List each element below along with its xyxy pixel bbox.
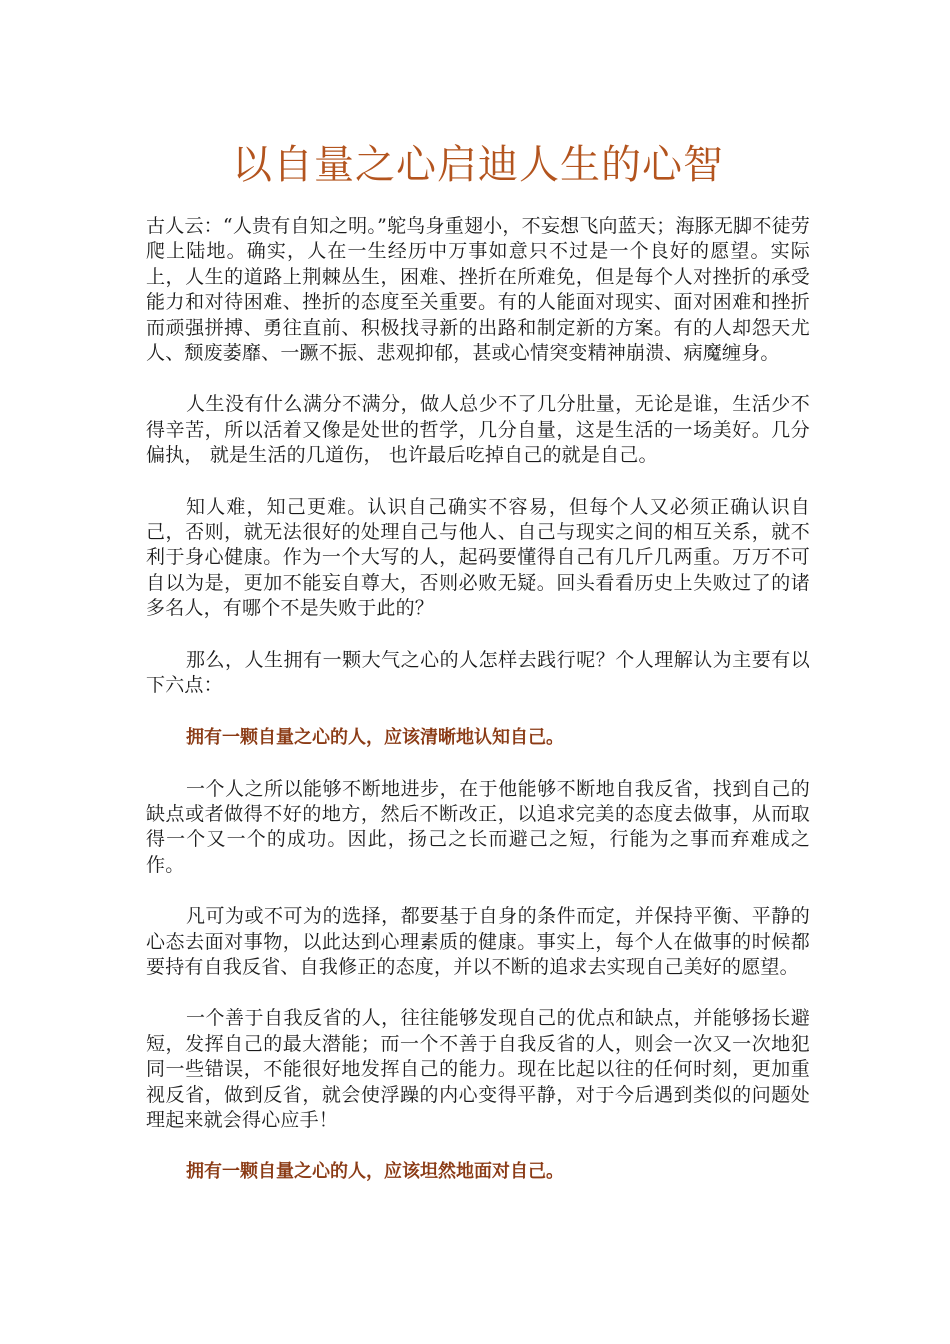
paragraph-intro: 古人云：“人贵有自知之明。”鸵鸟身重翅小，不妄想飞向蓝天；海豚无脚不徒劳爬上陆地。确实，人在一生经历中万事如意只不过是一个良好的愿望。实际上，人生的道路上荆棘丛生，困难、挫折在所难免，但是每个人对挫折的承受能力和对待困难、挫折的态度至关重要。有的人能面对现实、面对困难和挫折而顽强拼搏、勇往直前、积极找寻新的出路和制定新的方案。有的人却怨天尤人、颓废萎靡、一蹶不振、悲观抑郁，甚或心情突变精神崩溃、病魔缠身。 (146, 215, 810, 365)
document-title: 以自量之心启迪人生的心智 (232, 142, 724, 188)
section-heading-know-self: 拥有一颗自量之心的人，应该清晰地认知自己。 (186, 726, 564, 748)
paragraph-life: 人生没有什么满分不满分，做人总少不了几分肚量，无论是谁，生活少不得辛苦，所以活着又像是处世的哲学，几分自量，这是生活的一场美好。几分偏执， 就是生活的几道伤， 也许最后吃掉自己的就是自己。 (146, 393, 810, 467)
document-page (146, 138, 810, 1211)
paragraph-know-self: 知人难，知己更难。认识自己确实不容易，但每个人又必须正确认识自己，否则，就无法很好的处理自己与他人、自己与现实之间的相互关系，就不利于身心健康。作为一个大写的人，起码要懂得自己有几斤几两重。万万不可自以为是，更加不能妄自尊大，否则必败无疑。回头看看历史上失败过了的诸多名人，有哪个不是失败于此的？ (146, 495, 810, 620)
paragraph-six-points: 那么，人生拥有一颗大气之心的人怎样去践行呢？个人理解认为主要有以下六点： (146, 648, 810, 697)
paragraph-self-review: 一个善于自我反省的人，往往能够发现自己的优点和缺点，并能够扬长避短，发挥自己的最大潜能；而一个不善于自我反省的人，则会一次又一次地犯同一些错误，不能很好地发挥自己的能力。现在比起以往的任何时刻，更加重视反省，做到反省，就会使浮躁的内心变得平静，对于今后遇到类似的问题处理起来就会得心应手！ (146, 1007, 810, 1131)
paragraph-reflection: 一个人之所以能够不断地进步，在于他能够不断地自我反省，找到自己的缺点或者做得不好的地方，然后不断改正，以追求完美的态度去做事，从而取得一个又一个的成功。因此，扬己之长而避己之短，行能为之事而弃难成之作。 (146, 777, 810, 876)
paragraph-choices: 凡可为或不可为的选择，都要基于自身的条件而定，并保持平衡、平静的心态去面对事物，以此达到心理素质的健康。事实上，每个人在做事的时候都要持有自我反省、自我修正的态度，并以不断的追求去实现自己美好的愿望。 (146, 905, 810, 978)
section-heading-face-self: 拥有一颗自量之心的人，应该坦然地面对自己。 (186, 1161, 564, 1183)
